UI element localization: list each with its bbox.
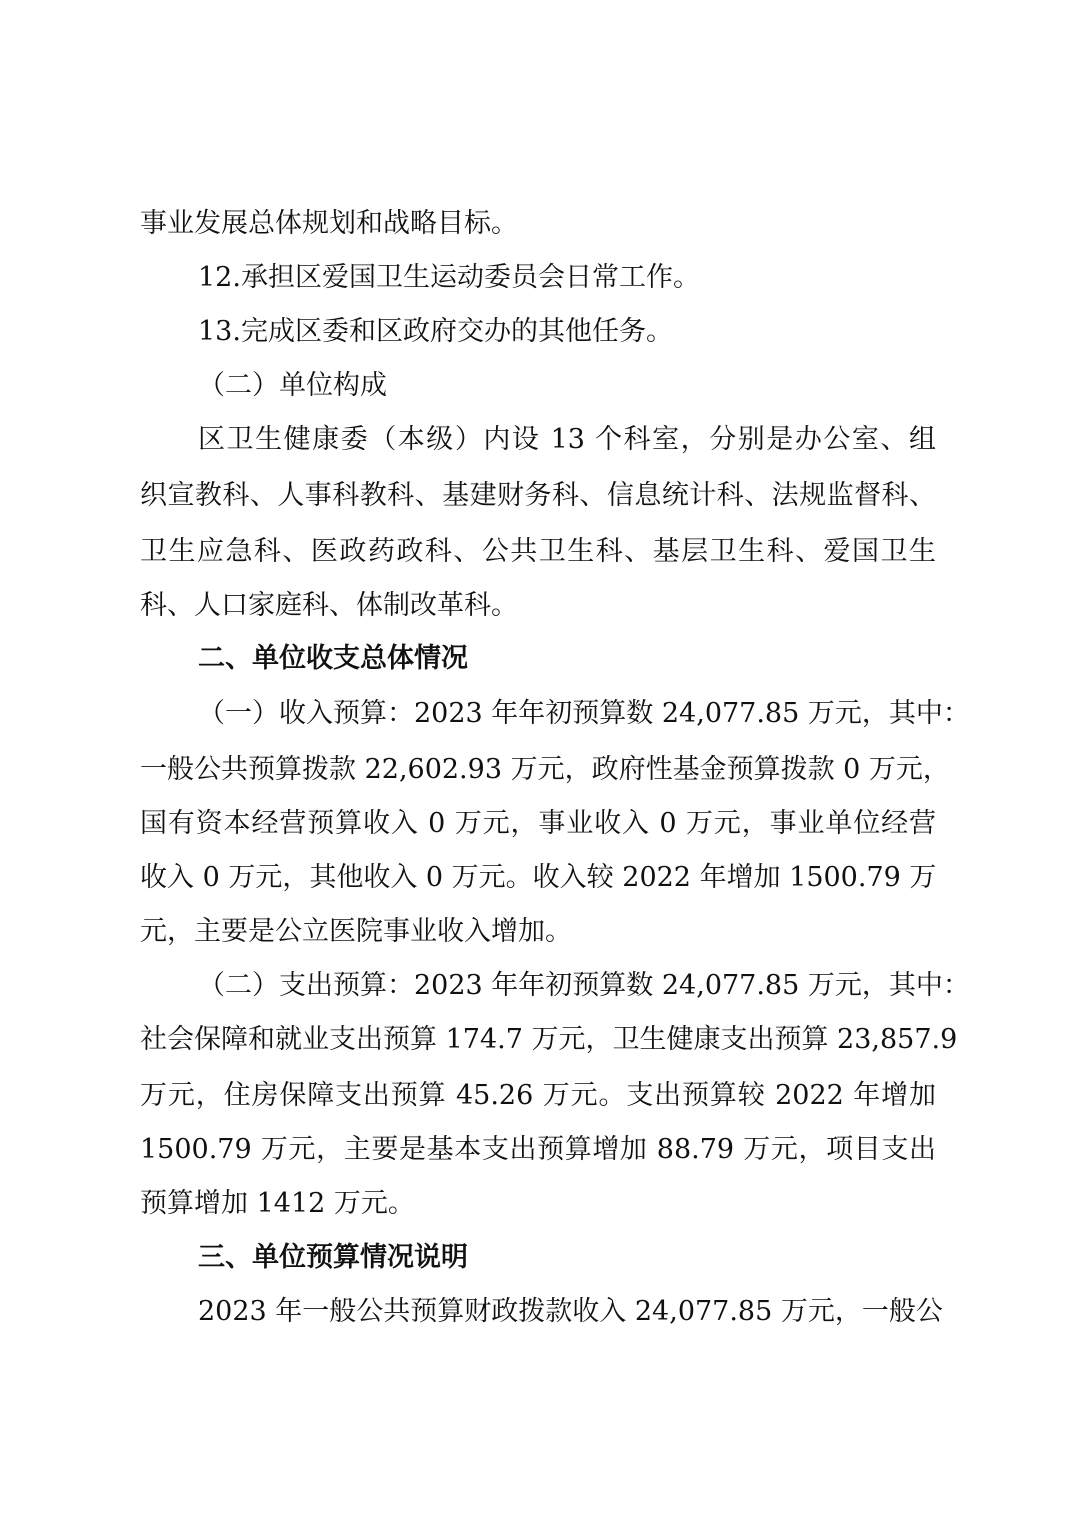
paragraph-line: 卫生应急科、医政药政科、公共卫生科、基层卫生科、爱国卫生 [140, 536, 936, 567]
paragraph-line: 事业发展总体规划和战略目标。 [140, 208, 518, 239]
list-item: 13.完成区委和区政府交办的其他任务。 [198, 316, 673, 347]
paragraph-line: 社会保障和就业支出预算 174.7 万元，卫生健康支出预算 23,857.9 [140, 1024, 958, 1055]
paragraph-line: 2023 年一般公共预算财政拨款收入 24,077.85 万元，一般公 [198, 1296, 943, 1327]
paragraph-line: 区卫生健康委（本级）内设 13 个科室，分别是办公室、组 [198, 424, 936, 455]
list-item: 12.承担区爱国卫生运动委员会日常工作。 [198, 262, 700, 293]
paragraph-line: 一般公共预算拨款 22,602.93 万元，政府性基金预算拨款 0 万元， [140, 754, 950, 785]
paragraph-line: 元，主要是公立医院事业收入增加。 [140, 916, 572, 947]
paragraph-line: 织宣教科、人事科教科、基建财务科、信息统计科、法规监督科、 [140, 480, 936, 511]
paragraph-line: （二）支出预算：2023 年年初预算数 24,077.85 万元，其中： [198, 970, 970, 1001]
paragraph-line: 预算增加 1412 万元。 [140, 1188, 415, 1219]
paragraph-line: 万元，住房保障支出预算 45.26 万元。支出预算较 2022 年增加 [140, 1080, 936, 1111]
paragraph-line: 1500.79 万元，主要是基本支出预算增加 88.79 万元，项目支出 [140, 1134, 936, 1165]
section-subheading: （二）单位构成 [198, 370, 387, 401]
section-heading: 三、单位预算情况说明 [198, 1242, 468, 1273]
section-heading: 二、单位收支总体情况 [198, 643, 468, 674]
paragraph-line: 科、人口家庭科、体制改革科。 [140, 590, 518, 621]
paragraph-line: 收入 0 万元，其他收入 0 万元。收入较 2022 年增加 1500.79 万 [140, 862, 937, 893]
paragraph-line: （一）收入预算：2023 年年初预算数 24,077.85 万元，其中： [198, 698, 970, 729]
paragraph-line: 国有资本经营预算收入 0 万元，事业收入 0 万元，事业单位经营 [140, 808, 936, 839]
